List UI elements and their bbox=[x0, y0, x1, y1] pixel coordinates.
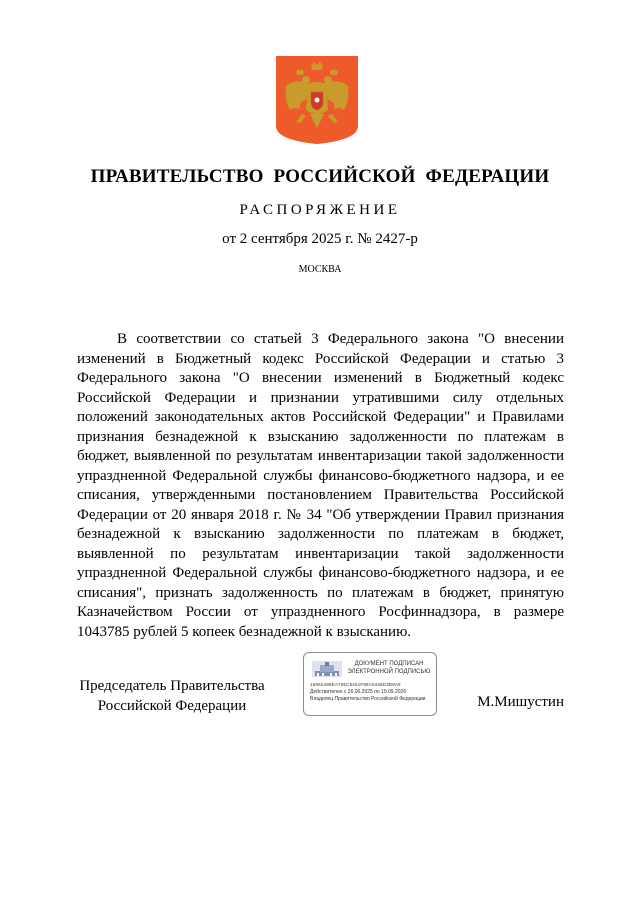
signer-position-line1: Председатель Правительства bbox=[79, 678, 265, 694]
stamp-heading bbox=[346, 660, 432, 676]
stamp-validity: Действителен с 26.06.2025 по 19.09.2026 bbox=[310, 689, 407, 695]
order-body-paragraph: В соответствии со статьей 3 Федерального закона "О внесении изменений в Бюджетный кодекс Российской Федерации и статью 3 Федерального закона "О внесении изменений в Бюджетный кодекс Российской Федерации и признании утратившими силу отдельных положений законодательных актов Российской Федерации" и Правилами признания безнадежной к взысканию задолженности по платежам в бюджет, выявленной по результатам инвентаризации такой задолженности упраздненной Федеральной службы финансово-бюджетного надзора, и ее списания, утвержденными постановлением Правительства Российской Федерации от 20 января 2018 г. № 34 "Об утверждении Правил признания безнадежной к взысканию задолженности по платежам в бюджет, выявленной по результатам инвентаризации такой задолженности упраздненной Федеральной службы финансово-бюджетного надзора, и ее списания", признать задолженность по платежам в бюджет, принятую Казначейством России от упраздненного Росфиннадзора, в размере 1043785 рублей 5 копеек безнадежной к взысканию. bbox=[77, 331, 564, 640]
electronic-signature-stamp bbox=[303, 652, 437, 716]
document-date-number: от 2 сентября 2025 г. № 2427-р bbox=[222, 231, 418, 247]
stamp-owner: Владелец Правительство Российской Федерации bbox=[310, 696, 426, 702]
document-city: МОСКВА bbox=[298, 264, 342, 275]
document-type: РАСПОРЯЖЕНИЕ bbox=[239, 202, 401, 218]
signer-position-line2: Российской Федерации bbox=[97, 697, 247, 714]
signer-position bbox=[72, 677, 272, 716]
stamp-certificate-number: 16962488EA795C5451F98A5448D3B9A9 bbox=[310, 682, 401, 687]
government-building-icon bbox=[312, 661, 342, 677]
russian-coat-of-arms-icon bbox=[276, 56, 358, 144]
stamp-heading-line1: ДОКУМЕНТ ПОДПИСАН bbox=[354, 661, 424, 667]
government-title: ПРАВИТЕЛЬСТВО РОССИЙСКОЙ ФЕДЕРАЦИИ bbox=[90, 166, 550, 187]
stamp-heading-line2: ЭЛЕКТРОННОЙ ПОДПИСЬЮ bbox=[347, 669, 431, 675]
signer-name: М.Мишустин bbox=[477, 694, 564, 710]
